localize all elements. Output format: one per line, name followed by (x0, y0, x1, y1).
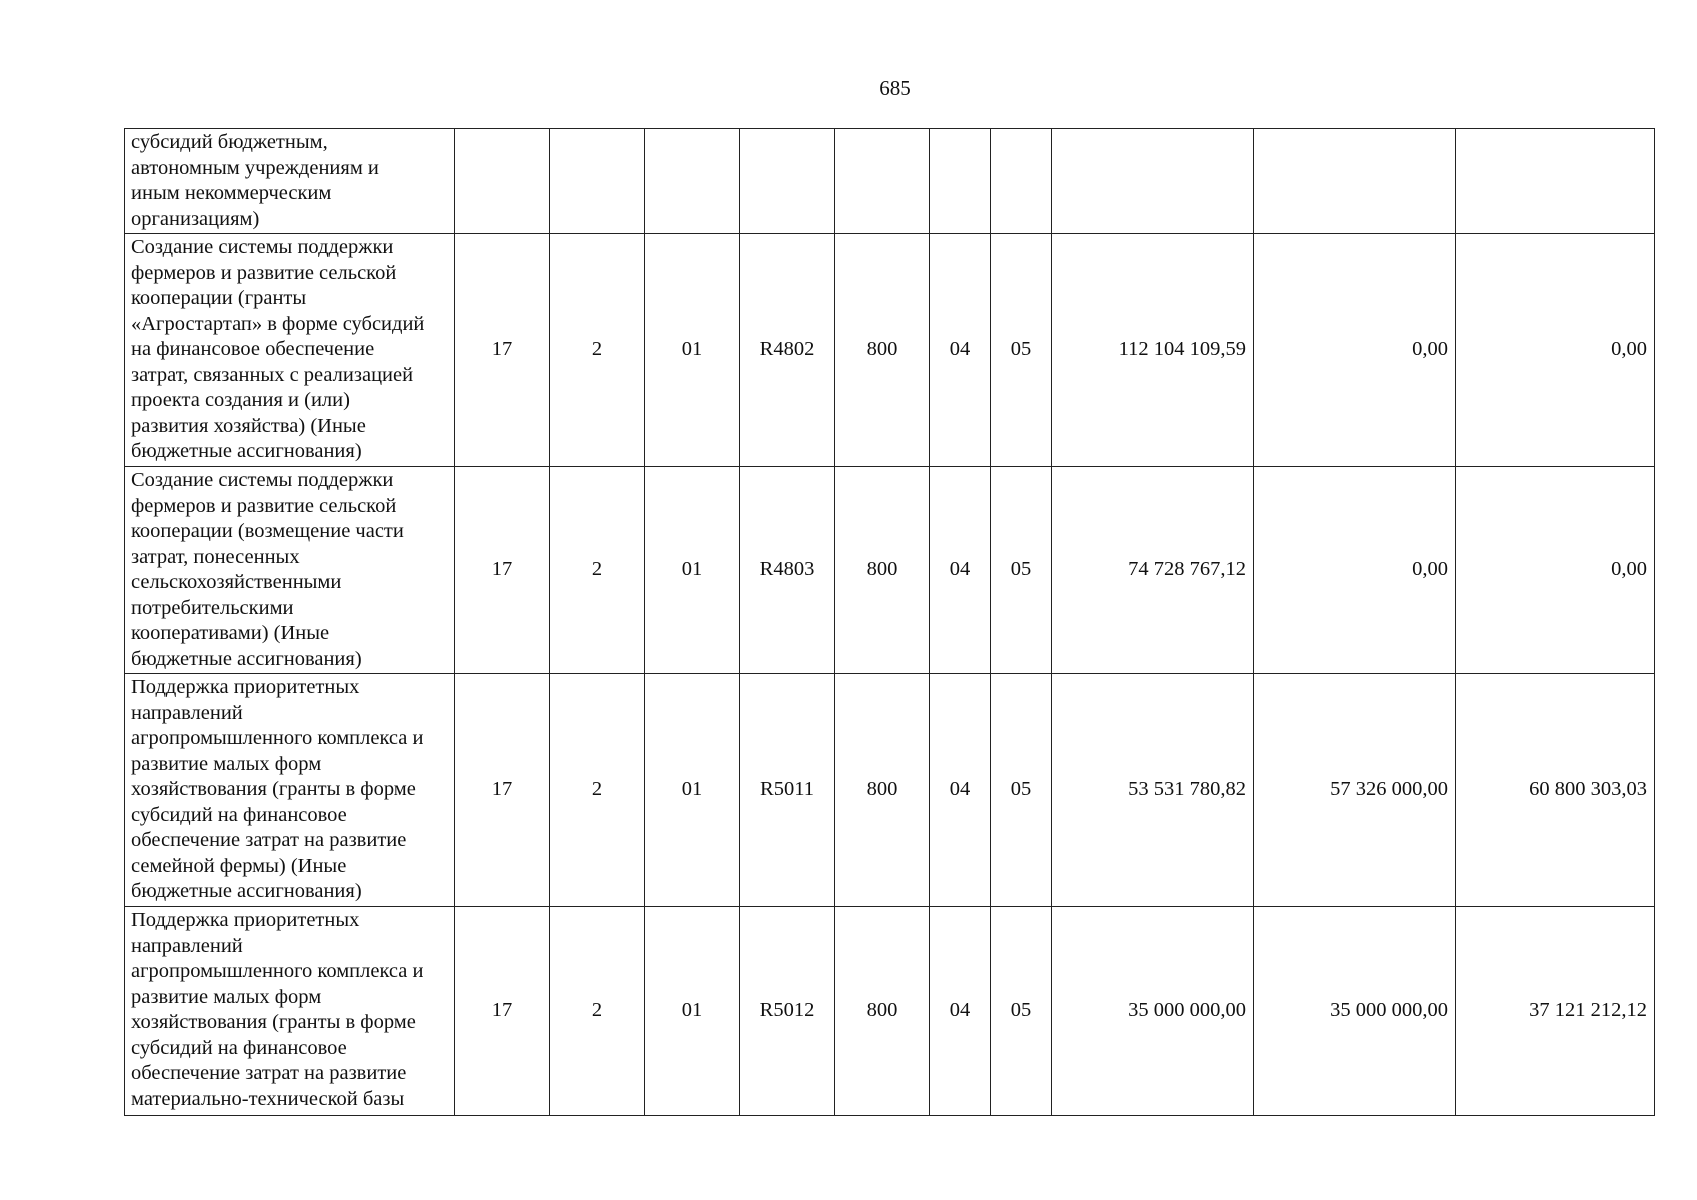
cell-subsection: 05 (991, 674, 1052, 907)
cell-main-event: 01 (645, 907, 740, 1116)
cell-description (125, 674, 455, 907)
cell-program: 17 (455, 674, 550, 907)
description-line: фермеров и развитие сельской (131, 261, 397, 284)
cell-amount-year3: 37 121 212,12 (1456, 907, 1655, 1116)
cell-expense-type: 800 (835, 234, 930, 467)
page-number: 685 (879, 76, 911, 100)
cell-amount-year2: 0,00 (1254, 467, 1456, 674)
cell-section: 04 (930, 467, 991, 674)
description-line: направлений (131, 934, 243, 957)
description-line: иным некоммерческим (131, 182, 332, 204)
table-row (125, 234, 1655, 467)
description-line: организациям) (131, 207, 260, 230)
cell-subsection: 05 (991, 907, 1052, 1116)
cell-program: 17 (455, 907, 550, 1116)
cell-amount-year3: 0,00 (1456, 467, 1655, 674)
budget-table (124, 128, 1655, 1116)
description-line: субсидий на финансовое (131, 1036, 347, 1059)
cell-direction: R5012 (740, 907, 835, 1116)
description-line: хозяйствования (гранты в форме (131, 778, 416, 800)
cell-section: 04 (930, 907, 991, 1116)
cell-direction: R4802 (740, 234, 835, 467)
cell-subprogram: 2 (550, 467, 645, 674)
description-line: бюджетные ассигнования) (131, 880, 362, 902)
description-line: обеспечение затрат на развитие (131, 829, 407, 851)
cell-description (125, 467, 455, 674)
description-line: семейной фермы) (Иные (131, 854, 347, 877)
cell-direction: R5011 (740, 674, 835, 907)
cell-subsection (991, 129, 1052, 234)
description-line: обеспечение затрат на развитие (131, 1062, 407, 1084)
cell-direction (740, 129, 835, 234)
description-line: кооперативами) (Иные (131, 622, 330, 644)
description-line: агропромышленного комплекса и (131, 960, 424, 982)
description-line: направлений (131, 701, 243, 724)
description-line: материально-технической базы (131, 1087, 405, 1110)
description-line: агропромышленного комплекса и (131, 727, 424, 749)
cell-main-event: 01 (645, 467, 740, 674)
description-line: автономным учреждениям и (131, 156, 379, 179)
cell-subsection: 05 (991, 234, 1052, 467)
description-line: проекта создания и (или) (131, 389, 350, 411)
cell-program: 17 (455, 467, 550, 674)
description-line: на финансовое обеспечение (131, 338, 375, 360)
table-row (125, 907, 1655, 1116)
cell-subprogram: 2 (550, 907, 645, 1116)
cell-amount-year3 (1456, 129, 1655, 234)
description-line: Поддержка приоритетных (131, 909, 360, 931)
description-line: Создание системы поддержки (131, 469, 394, 491)
description-line: развитие малых форм (131, 752, 322, 775)
description-line: кооперации (гранты (131, 287, 307, 309)
cell-section (930, 129, 991, 234)
description-line: Поддержка приоритетных (131, 676, 360, 698)
description-line: «Агростартап» в форме субсидий (131, 312, 425, 335)
table-row (125, 674, 1655, 907)
description-line: затрат, понесенных (131, 545, 300, 568)
description-line: субсидий бюджетным, (131, 131, 328, 153)
cell-program: 17 (455, 234, 550, 467)
cell-section: 04 (930, 234, 991, 467)
description-line: субсидий на финансовое (131, 803, 347, 826)
description-line: бюджетные ассигнования) (131, 647, 362, 670)
cell-amount-year3: 60 800 303,03 (1456, 674, 1655, 907)
description-line: сельскохозяйственными (131, 571, 342, 593)
cell-amount-year1 (1052, 129, 1254, 234)
cell-subsection: 05 (991, 467, 1052, 674)
cell-subprogram: 2 (550, 234, 645, 467)
cell-expense-type: 800 (835, 674, 930, 907)
description-line: развитие малых форм (131, 985, 322, 1008)
description-line: хозяйствования (гранты в форме (131, 1011, 416, 1033)
cell-section: 04 (930, 674, 991, 907)
cell-amount-year2: 57 326 000,00 (1254, 674, 1456, 907)
cell-main-event: 01 (645, 674, 740, 907)
cell-program (455, 129, 550, 234)
description-line: затрат, связанных с реализацией (131, 363, 414, 386)
description-line: развития хозяйства) (Иные (131, 414, 366, 437)
cell-amount-year2 (1254, 129, 1456, 234)
description-line: фермеров и развитие сельской (131, 494, 397, 517)
cell-amount-year1: 74 728 767,12 (1052, 467, 1254, 674)
cell-description (125, 129, 455, 234)
cell-direction: R4803 (740, 467, 835, 674)
cell-amount-year1: 53 531 780,82 (1052, 674, 1254, 907)
cell-expense-type: 800 (835, 467, 930, 674)
cell-description (125, 907, 455, 1116)
cell-main-event (645, 129, 740, 234)
cell-description (125, 234, 455, 467)
cell-main-event: 01 (645, 234, 740, 467)
cell-amount-year2: 0,00 (1254, 234, 1456, 467)
cell-amount-year1: 35 000 000,00 (1052, 907, 1254, 1116)
cell-expense-type (835, 129, 930, 234)
table-row (125, 467, 1655, 674)
table-row (125, 129, 1655, 234)
cell-amount-year2: 35 000 000,00 (1254, 907, 1456, 1116)
description-line: Создание системы поддержки (131, 236, 394, 258)
cell-subprogram: 2 (550, 674, 645, 907)
cell-amount-year3: 0,00 (1456, 234, 1655, 467)
cell-expense-type: 800 (835, 907, 930, 1116)
description-line: кооперации (возмещение части (131, 520, 404, 542)
cell-subprogram (550, 129, 645, 234)
cell-amount-year1: 112 104 109,59 (1052, 234, 1254, 467)
description-line: бюджетные ассигнования) (131, 440, 362, 462)
description-line: потребительскими (131, 596, 294, 619)
